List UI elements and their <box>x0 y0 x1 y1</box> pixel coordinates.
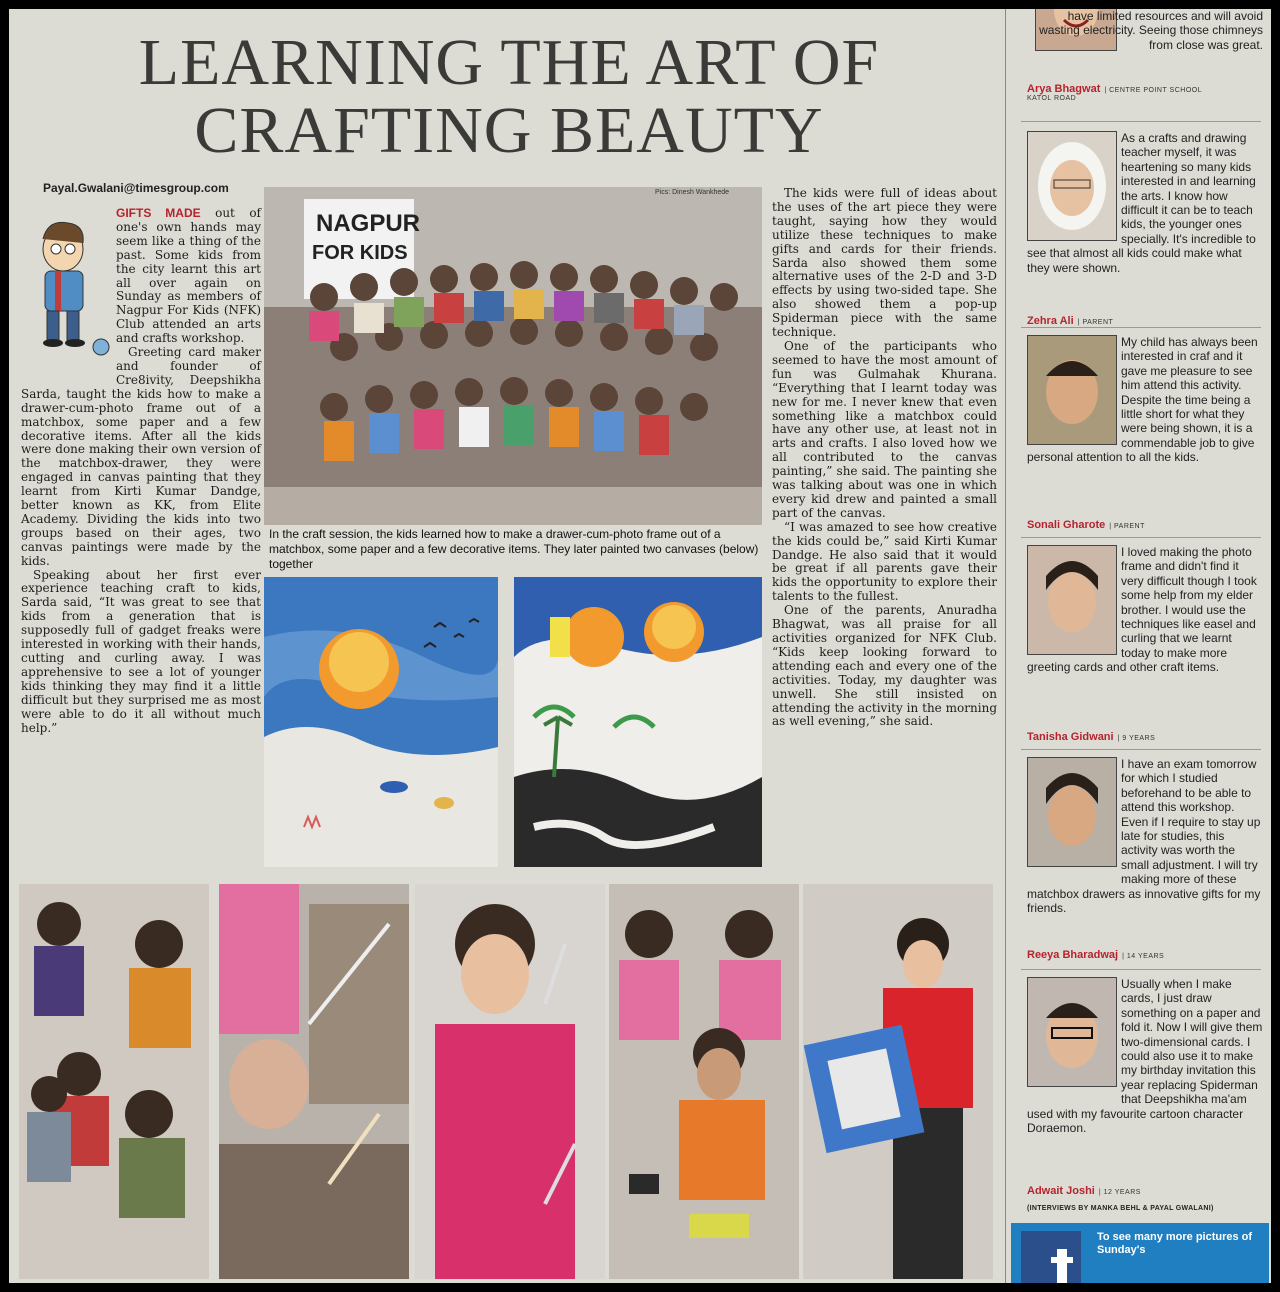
quote-card <box>1027 9 1263 121</box>
avatar <box>1027 977 1117 1087</box>
quotes-sidebar <box>1011 9 1269 1283</box>
quote-card <box>1027 757 1263 961</box>
quote-text: My child has always been interested in craf and it gave me pleasure to see him attend this activity. Despite the time being a little short for what they were being shown, it is a commendable job to give personal attention to all the kids. <box>1027 335 1258 465</box>
divider <box>1021 121 1261 122</box>
quote-text: I loved making the photo frame and didn't find it very difficult though I took some help from my elder brother. I would use the techniques like easel and curling that we learnt today to make more greeting cards and other craft items. <box>1027 545 1257 675</box>
banner-text-2: FOR KIDS <box>312 242 408 264</box>
quote-text: I have an exam tomorrow for which I studied beforehand to be able to attend this workshop. Even if I require to stay up late for studies, this activity was worth the small adjustment. I will try making more of these matchbox drawers as innovative gifts for my friends. <box>1027 757 1261 916</box>
quote-attribution: Zehra Ali | PARENT <box>1027 315 1114 327</box>
photo-credit: Pics: Dinesh Wankhede <box>655 189 730 196</box>
quote-card <box>1027 131 1263 327</box>
newspaper-page <box>9 9 1271 1283</box>
quote-attribution: Tanisha Gidwani | 9 YEARS <box>1027 731 1156 743</box>
quote-role: PARENT <box>1082 319 1114 326</box>
quote-attribution: Sonali Gharote | PARENT <box>1027 519 1145 531</box>
quote-name: Sonali Gharote <box>1027 519 1106 531</box>
quote-role: PARENT <box>1114 523 1145 530</box>
quote-name: Adwait Joshi <box>1027 1185 1095 1197</box>
quote-text: Usually when I make cards, I just draw something on a paper and fold it. Now I will give them two-dimensional cards. I could also use it to make my birthday invitation this year replacing Spiderman that Deepshikha ma'am used with my favourite cartoon character Doraemon. <box>1027 977 1263 1136</box>
photo-caption: In the craft session, the kids learned how to make a drawer-cum-photo frame out of a matchbox, some paper and a few decorative items. They later painted two canvases (below) together <box>269 527 759 571</box>
bottom-photo-5 <box>803 884 993 1279</box>
headline <box>99 26 919 167</box>
lead-kicker: GIFTS MADE <box>116 206 201 220</box>
lead-paragraph <box>21 207 261 346</box>
bottom-photo-1 <box>19 884 209 1279</box>
bottom-photo-1-image <box>19 884 209 1279</box>
paragraph: Speaking about her first ever experience teaching craft to kids, Sarda said, “It was great to see that kids from a generation that is supposedly full of gadget freaks were interested in working with their hands, cutting and curling away. I was apprehensive to see a lot of younger kids thinking they may find it a little difficult but they surprised me as most were able to do it all without much help.” <box>21 567 261 735</box>
headline-line-2: CRAFTING BEAUTY <box>194 94 824 167</box>
quote-card <box>1027 977 1263 1197</box>
quote-role: CENTRE POINT SCHOOL <box>1109 87 1203 94</box>
quote-name: Zehra Ali <box>1027 315 1074 327</box>
paragraph: “I was amazed to see how creative the kids could be,” said Kirti Kumar Dandge. He also said that it would be great if all parents gave their kids the opportunity to explore their talents to the fullest. <box>772 519 997 604</box>
quote-role: 14 YEARS <box>1126 953 1165 960</box>
canvas-painting-1 <box>264 577 498 867</box>
quote-attribution: Arya Bhagwat | CENTRE POINT SCHOOL <box>1027 83 1203 95</box>
headline-line-1: LEARNING THE ART OF <box>138 26 880 99</box>
divider <box>1021 327 1261 328</box>
canvas-painting-2 <box>514 577 762 867</box>
divider <box>1021 537 1261 538</box>
quote-attribution: Adwait Joshi | 12 YEARS <box>1027 1185 1141 1197</box>
interviews-credit: (INTERVIEWS BY MANKA BEHL & PAYAL GWALANI) <box>1027 1205 1214 1212</box>
divider <box>1021 969 1261 970</box>
quote-text: have limited resources and will avoid wasting electricity. Seeing those chimneys from close was great. <box>1039 9 1263 52</box>
bottom-photo-3 <box>415 884 605 1279</box>
quote-text: As a crafts and drawing teacher myself, it was heartening so many kids interested in and learning the arts. I know how difficult it can be to teach kids, the younger ones specially. It's incredible to see that almost all kids could make what they were shown. <box>1027 131 1256 275</box>
column-divider <box>1005 9 1006 1283</box>
promo-box <box>1011 1223 1269 1283</box>
byline: Payal.Gwalani@timesgroup.com <box>43 181 229 195</box>
paragraph: Greeting card maker and founder of Cre8ivity, Deepshikha Sarda, taught the kids how to make a drawer-cum-photo frame out of a matchbox, some paper and a few decorative items. After all the kids were done making their own version of the matchbox-drawer, they were engaged in canvas painting that they learnt from Kirti Kumar Dandge, better known as KK, from Elite Academy. Dividing the kids into two groups based on their ages, two canvas paintings were made by the kids. <box>21 345 261 568</box>
avatar <box>1027 131 1117 241</box>
bottom-photo-3-image <box>415 884 605 1279</box>
article-column-1 <box>21 207 261 735</box>
quote-card <box>1027 335 1263 529</box>
group-photo <box>264 187 762 525</box>
quote-card <box>1027 545 1263 741</box>
bottom-photo-4 <box>609 884 799 1279</box>
bottom-photo-4-image <box>609 884 799 1279</box>
bottom-photo-2 <box>219 884 409 1279</box>
quote-name: Reeya Bharadwaj <box>1027 949 1119 961</box>
paragraph: The kids were full of ideas about the uses of the art piece they were taught, saying how they would utilize these techniques to make gifts and cards for their friends. Sarda also showed them some alternative uses of the 2-D and 3-D effects by using two-sided tape. She also showed them a pop-up Spiderman piece with the same technique. <box>772 186 997 340</box>
quote-role: 12 YEARS <box>1103 1189 1141 1196</box>
quote-name: Arya Bhagwat <box>1027 83 1101 95</box>
avatar <box>1027 545 1117 655</box>
canvas-painting-2-image <box>514 577 762 867</box>
paragraph: One of the parents, Anuradha Bhagwat, was all praise for all activities organized for NFK Club. “Kids keep looking forward to attending each and every one of the activities. Today, my daughter was unwell. She still insisted on attending the activity in the morning as well evening,” she said. <box>772 603 997 729</box>
group-photo-image <box>264 187 762 525</box>
bottom-photo-2-image <box>219 884 409 1279</box>
banner-text-1: NAGPUR <box>316 210 421 237</box>
canvas-painting-1-image <box>264 577 498 867</box>
social-icon <box>1021 1231 1081 1283</box>
article-column-3 <box>772 187 997 729</box>
quote-role: 9 YEARS <box>1122 735 1156 742</box>
divider <box>1021 749 1261 750</box>
avatar <box>1027 335 1117 445</box>
quote-sub: KATOL ROAD <box>1027 95 1077 102</box>
quote-name: Tanisha Gidwani <box>1027 731 1114 743</box>
quote-attribution: Reeya Bharadwaj | 14 YEARS <box>1027 949 1165 961</box>
avatar <box>1027 757 1117 867</box>
lead-text: out of one's own hands may seem like a thing of the past. Some kids from the city learnt this art all over again on Sunday as members of Nagpur For Kids (NFK) Club attended an arts and crafts workshop. <box>116 206 261 346</box>
promo-text: To see many more pictures of Sunday's <box>1097 1231 1253 1256</box>
bottom-photo-5-image <box>803 884 993 1279</box>
paragraph: One of the participants who seemed to have the most amount of fun was Gulmahak Khurana. “Everything that I learnt today was new for me. I never knew that even something like a matchbox could have any other use, at least not in arts and crafts. I also loved how we all contributed to the canvas painting,” she said. The painting she was talking about was one in which every kid drew and painted a small part of the canvas. <box>772 338 997 520</box>
